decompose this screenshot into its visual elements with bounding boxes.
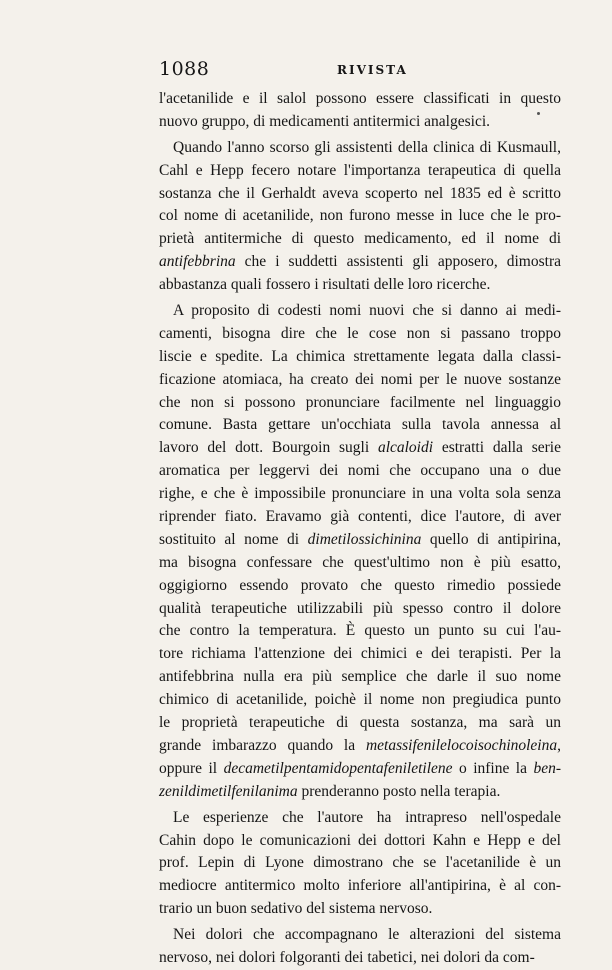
text-line: trario un buon sedativo del sistema nervoso.: [159, 900, 433, 918]
text-line: le proprietà terapeutiche di questa sostanza, ma sarà un: [159, 714, 561, 732]
text-line: Cahin dopo le comunicazioni dei dottori Kahn e Hepp e del: [159, 831, 561, 849]
text-line: ma bisogna confessare che quest'ultimo non è più esatto,: [159, 553, 561, 571]
text-line: sostanza che il Gerhaldt aveva scoperto nel 1835 ed è scritto: [159, 184, 561, 202]
body-text: [159, 88, 561, 970]
text-line: oggigiorno essendo provato che questo rimedio possiede: [159, 576, 561, 594]
text-line: riprender fiato. Eravamo già contenti, dice l'autore, di aver: [159, 508, 561, 526]
text-line: abbastanza quali fossero i risultati delle loro ricerche.: [159, 276, 491, 294]
text-segment: quello di antipirina,: [421, 530, 561, 548]
italic-term: metassifenilelocoisochinoleina: [365, 736, 558, 754]
text-line: ficazione atomiaca, ha creato dei nomi per le nuove sostanze: [159, 370, 561, 388]
text-line: Le esperienze che l'autore ha intrapreso nell'ospedale: [173, 808, 561, 826]
running-head: RIVISTA: [337, 63, 408, 77]
text-line: qualità terapeutiche utilizzabili più spesso contro il dolore: [159, 599, 561, 617]
text-line: comune. Basta gettare un'occhiata sulla tavola annessa al: [159, 416, 561, 434]
text-line: Nei dolori che accompagnano le alterazioni del sistema: [173, 926, 561, 944]
italic-term: decametilpentamidopentafeniletilene: [223, 759, 453, 777]
italic-term: antifebbrina: [159, 253, 236, 271]
text-segment: lavoro del dott. Bourgoin sugli: [159, 439, 378, 457]
text-line: [159, 781, 561, 804]
text-line: prietà antitermiche di questo medicamento, ed il nome di: [159, 230, 561, 248]
text-line: [159, 758, 561, 781]
paragraph: [159, 300, 561, 804]
text-line: l'acetanilide e il salol possono essere classificati in questo: [159, 90, 561, 107]
paragraph: [159, 88, 561, 134]
text-line: camenti, bisogna dire che le cose non si passano troppo: [159, 324, 561, 342]
text-segment: o infine la: [452, 759, 534, 777]
text-line: righe, e che è impossibile pronunciare in una volta sola senza: [159, 485, 561, 503]
text-line: [159, 735, 561, 758]
text-line: [159, 437, 561, 460]
page-header: [159, 58, 561, 84]
text-line: chimico di acetanilide, poichè il nome non pregiudica punto: [159, 691, 561, 709]
text-line: che non si possono pronunciare facilmente nel linguaggio: [159, 393, 561, 411]
text-line: [159, 529, 561, 552]
text-line: Cahl e Hepp fecero notare l'importanza terapeutica di quella: [159, 161, 561, 179]
text-segment: oppure il: [159, 759, 224, 777]
text-segment: grande imbarazzo quando la: [159, 736, 366, 754]
paragraph: [159, 137, 561, 297]
text-line: liscie e spedite. La chimica strettamente legata dalla classi-: [159, 347, 561, 365]
text-line: prof. Lepin di Lyone dimostrano che se l'acetanilide è un: [159, 854, 561, 872]
text-line: Quando l'anno scorso gli assistenti della clinica di Kusmaull,: [173, 138, 561, 156]
text-line: tore richiama l'attenzione dei chimici e dei terapisti. Per la: [159, 645, 561, 663]
text-line: nuovo gruppo, di medicamenti antitermici analgesici.: [159, 112, 491, 130]
text-line: che contro la temperatura. È questo un punto su cui l'au-: [159, 622, 561, 640]
text-segment: che i suddetti assistenti gli apposero, dimostra: [235, 253, 561, 271]
text-segment: estratti dalla serie: [433, 439, 561, 457]
text-line: nervoso, nei dolori folgoranti dei tabetici, nei dolori da com-: [159, 948, 535, 966]
text-line: A proposito di codesti nomi nuovi che si danno ai medi-: [173, 302, 561, 320]
text-segment: sostituito al nome di: [159, 530, 308, 548]
text-line: aromatica per leggervi dei nomi che occupano una o due: [159, 462, 561, 480]
italic-term: ben-: [533, 759, 561, 777]
text-line: mediocre antitermico molto inferiore all'antipirina, è al con-: [159, 877, 561, 895]
page-number: 1088: [159, 58, 210, 80]
ink-speck: [537, 112, 540, 115]
text-line: antifebbrina nulla era più semplice che darle il suo nome: [159, 668, 561, 686]
paragraph: [159, 807, 561, 921]
text-line: [159, 251, 561, 274]
text-line: col nome di acetanilide, non furono messe in luce che le pro-: [159, 207, 561, 225]
text-segment: prenderanno posto nella terapia.: [297, 782, 501, 800]
paragraph: [159, 924, 561, 970]
text-segment: ,: [557, 736, 561, 754]
italic-term: dimetilossichinina: [307, 530, 422, 548]
italic-term: alcaloidi: [377, 439, 434, 457]
italic-term: zenildimetilfenilanima: [159, 782, 298, 800]
